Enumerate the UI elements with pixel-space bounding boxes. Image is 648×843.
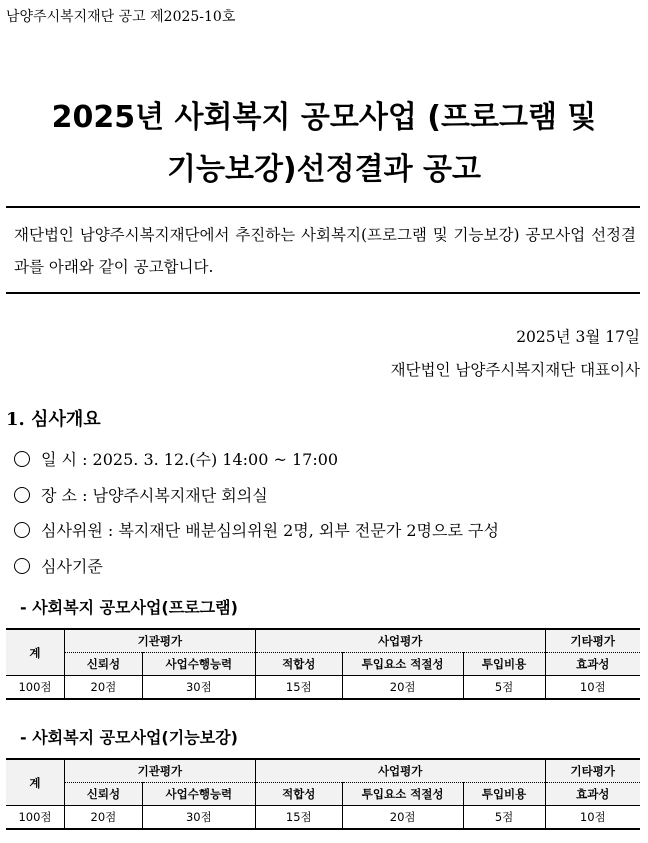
group-header: 기관평가: [64, 629, 255, 653]
column-header: 적합성: [255, 653, 342, 676]
score-cell: 20점: [64, 676, 142, 700]
intro-paragraph: 재단법인 남양주시복지재단에서 추진하는 사회복지(프로그램 및 기능보강) 공모사업 선정결과를 아래와 같이 공고합니다.: [14, 226, 636, 276]
table-row: [6, 806, 640, 830]
score-cell: 10점: [545, 676, 640, 700]
score-cell: 30점: [142, 806, 255, 830]
score-cell: 100점: [6, 676, 64, 700]
column-header: 적합성: [255, 783, 342, 806]
column-header: 신뢰성: [64, 653, 142, 676]
facility-criteria-table: [6, 758, 640, 830]
announcement-date: 2025년 3월 17일: [516, 328, 640, 346]
document-title: [0, 92, 648, 196]
total-header: 계: [6, 759, 64, 806]
overview-item-text: 일 시 : 2025. 3. 12.(수) 14:00 ~ 17:00: [41, 450, 339, 469]
circle-bullet-icon: [14, 522, 30, 538]
circle-bullet-icon: [14, 558, 30, 574]
column-header: 효과성: [545, 783, 640, 806]
column-header: 사업수행능력: [142, 653, 255, 676]
overview-item-reviewers: [14, 518, 499, 541]
score-cell: 20점: [64, 806, 142, 830]
document-number: 남양주시복지재단 공고 제2025-10호: [6, 9, 236, 25]
section-heading-review-overview: 1. 심사개요: [6, 409, 101, 430]
column-header: 신뢰성: [64, 783, 142, 806]
title-line-2: 기능보강)선정결과 공고: [167, 152, 481, 187]
score-cell: 30점: [142, 676, 255, 700]
score-cell: 20점: [342, 806, 463, 830]
column-header: 투입요소 적절성: [342, 783, 463, 806]
circle-bullet-icon: [14, 487, 30, 503]
group-header: 사업평가: [255, 759, 545, 783]
intro-top-rule: [6, 206, 640, 208]
score-cell: 5점: [463, 806, 545, 830]
overview-item-text: 심사위원 : 복지재단 배분심의위원 2명, 외부 전문가 2명으로 구성: [41, 521, 499, 540]
column-header: 투입요소 적절성: [342, 653, 463, 676]
facility-table-subtitle: - 사회복지 공모사업(기능보강): [20, 728, 238, 747]
intro-bottom-rule: [6, 292, 640, 294]
group-header: 사업평가: [255, 629, 545, 653]
score-cell: 20점: [342, 676, 463, 700]
overview-item-text: 장 소 : 남양주시복지재단 회의실: [41, 486, 268, 505]
program-criteria-table: [6, 628, 640, 700]
score-cell: 100점: [6, 806, 64, 830]
circle-bullet-icon: [14, 451, 30, 467]
group-header: 기관평가: [64, 759, 255, 783]
score-cell: 5점: [463, 676, 545, 700]
group-header: 기타평가: [545, 629, 640, 653]
table-row: [6, 676, 640, 700]
overview-item-criteria: [14, 554, 103, 577]
column-header: 효과성: [545, 653, 640, 676]
score-cell: 15점: [255, 676, 342, 700]
column-header: 투입비용: [463, 653, 545, 676]
column-header: 사업수행능력: [142, 783, 255, 806]
overview-item-text: 심사기준: [41, 557, 103, 576]
overview-item-datetime: [14, 447, 338, 470]
signer: 재단법인 남양주시복지재단 대표이사: [390, 361, 640, 379]
program-table-subtitle: - 사회복지 공모사업(프로그램): [20, 598, 238, 617]
column-header: 투입비용: [463, 783, 545, 806]
total-header: 계: [6, 629, 64, 676]
overview-item-location: [14, 483, 268, 506]
score-cell: 10점: [545, 806, 640, 830]
group-header: 기타평가: [545, 759, 640, 783]
score-cell: 15점: [255, 806, 342, 830]
title-line-1: 2025년 사회복지 공모사업 (프로그램 및: [51, 100, 597, 135]
